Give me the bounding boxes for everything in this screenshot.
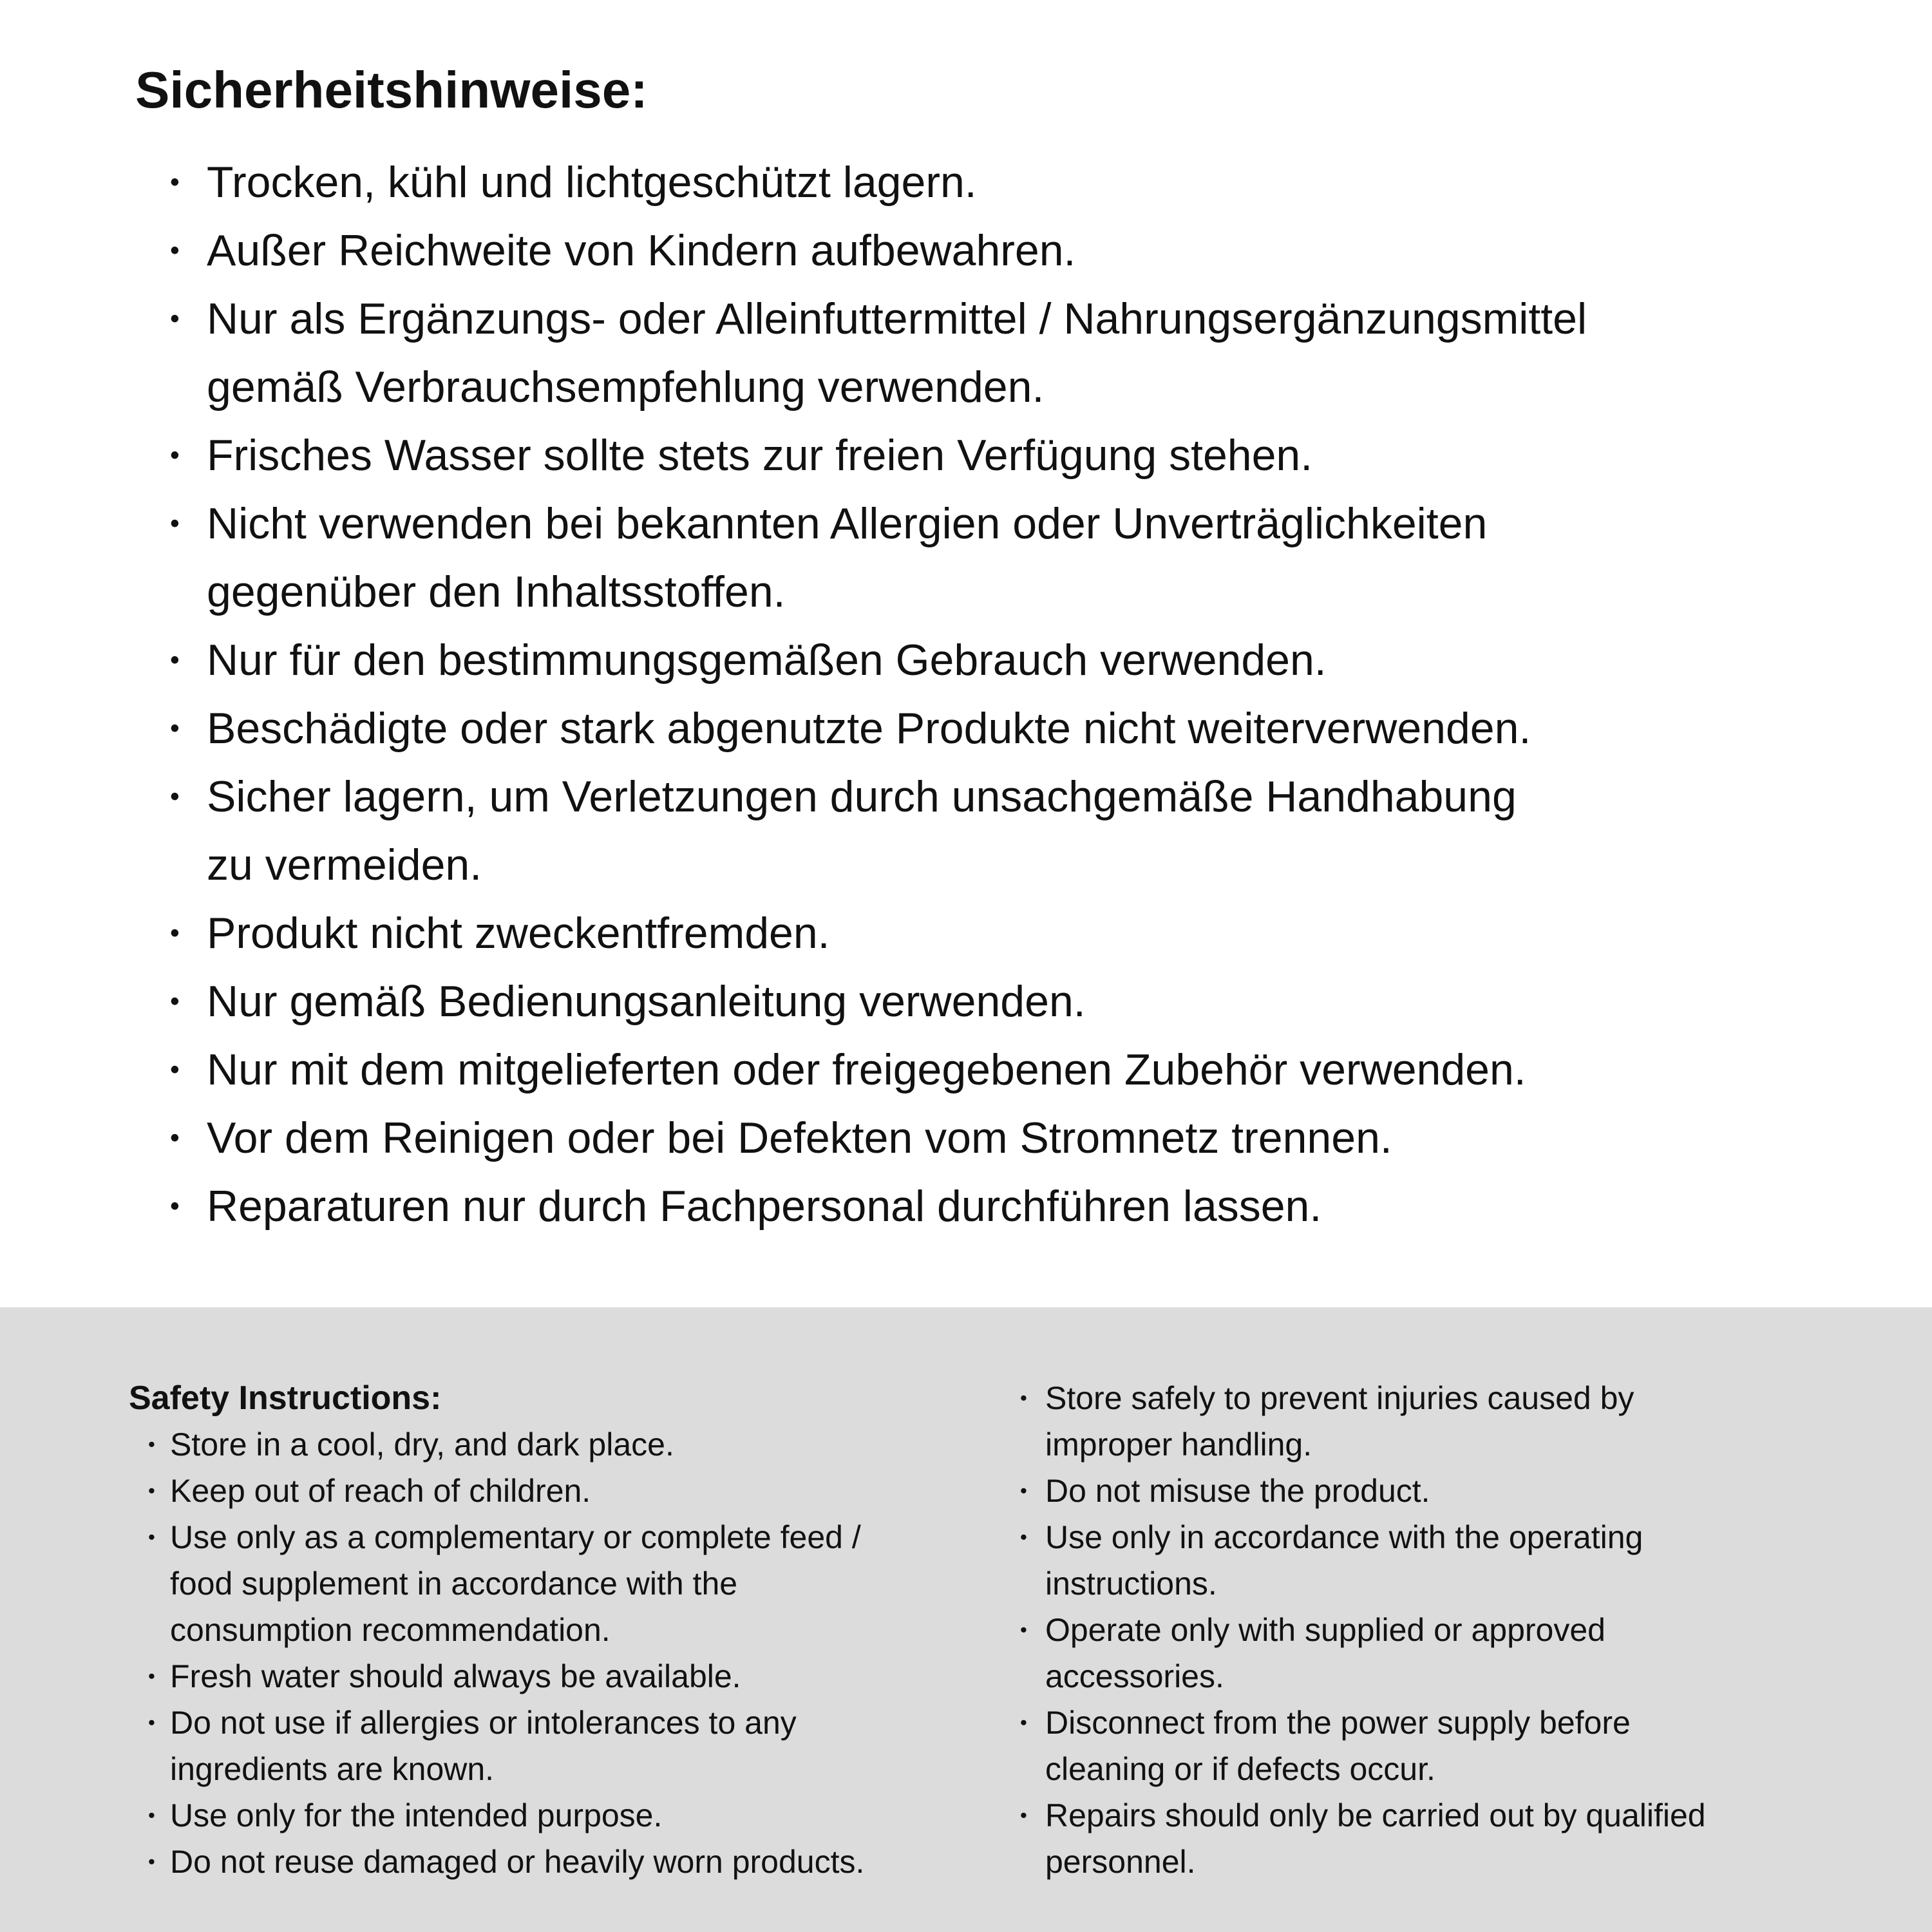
english-left-column — [129, 1375, 985, 1885]
item-text: Vor dem Reinigen oder bei Defekten vom Stromnetz trennen. — [207, 1113, 1392, 1162]
item-text: Nicht verwenden bei bekannten Allergien oder Unverträglichkeiten gegenüber den Inhaltsstoffen. — [207, 499, 1488, 616]
item-text: Use only for the intended purpose. — [170, 1797, 663, 1833]
bullet-icon: • — [170, 1122, 180, 1153]
item-text: Use only in accordance with the operating instructions. — [1045, 1519, 1643, 1602]
item-text: Nur gemäß Bedienungsanleitung verwenden. — [207, 977, 1086, 1026]
item-text: Repairs should only be carried out by qualified personnel. — [1045, 1797, 1706, 1880]
item-text: Frisches Wasser sollte stets zur freien Verfügung stehen. — [207, 431, 1313, 480]
list-item — [170, 1172, 1893, 1240]
bullet-icon: • — [170, 1191, 180, 1221]
bullet-icon: • — [1020, 1479, 1027, 1502]
bullet-icon: • — [170, 235, 180, 265]
item-text: Sicher lagern, um Verletzungen durch unsachgemäße Handhabung zu vermeiden. — [207, 772, 1517, 889]
list-item — [170, 626, 1893, 694]
bullet-icon: • — [148, 1665, 155, 1687]
item-text: Trocken, kühl und lichtgeschützt lagern. — [207, 158, 977, 207]
item-text: Nur mit dem mitgelieferten oder freigegebenen Zubehör verwenden. — [207, 1045, 1526, 1094]
list-item — [170, 1036, 1893, 1104]
bullet-icon: • — [1020, 1711, 1027, 1734]
english-right-column — [1020, 1375, 1706, 1885]
item-text: Keep out of reach of children. — [170, 1473, 591, 1509]
list-item — [148, 1468, 985, 1514]
bullet-icon: • — [170, 440, 180, 470]
bullet-icon: • — [148, 1711, 155, 1734]
item-text: Store safely to prevent injuries caused by improper handling. — [1045, 1380, 1634, 1463]
bullet-icon: • — [1020, 1526, 1027, 1548]
bullet-icon: • — [170, 508, 180, 538]
list-item — [148, 1653, 985, 1700]
list-item — [170, 967, 1893, 1036]
list-item — [170, 694, 1893, 762]
item-text: Store in a cool, dry, and dark place. — [170, 1426, 674, 1463]
bullet-icon: • — [1020, 1618, 1027, 1641]
list-item — [1020, 1700, 1706, 1792]
item-text: Fresh water should always be available. — [170, 1658, 741, 1694]
item-text: Produkt nicht zweckentfremden. — [207, 909, 830, 958]
item-text: Use only as a complementary or complete feed / food supplement in accordance with the consumption recommendation. — [170, 1519, 861, 1648]
item-text: Beschädigte oder stark abgenutzte Produkte nicht weiterverwenden. — [207, 704, 1531, 753]
list-item — [1020, 1607, 1706, 1700]
english-safety-panel — [0, 1307, 1932, 1932]
bullet-icon: • — [1020, 1804, 1027, 1826]
list-item — [148, 1839, 985, 1885]
bullet-icon: • — [148, 1479, 155, 1502]
bullet-icon: • — [148, 1850, 155, 1873]
bullet-icon: • — [170, 303, 180, 334]
list-item — [148, 1514, 985, 1653]
list-item — [1020, 1468, 1706, 1514]
english-heading: Safety Instructions: — [129, 1379, 442, 1417]
item-text: Do not use if allergies or intolerances to any ingredients are known. — [170, 1705, 797, 1787]
list-item — [170, 285, 1893, 421]
list-item — [170, 216, 1893, 285]
list-item — [1020, 1792, 1706, 1885]
german-bullet-list — [170, 148, 1893, 1240]
bullet-icon: • — [170, 713, 180, 743]
list-item — [148, 1421, 985, 1468]
list-item — [148, 1792, 985, 1839]
item-text: Operate only with supplied or approved accessories. — [1045, 1612, 1605, 1694]
list-item — [170, 1104, 1893, 1172]
item-text: Do not reuse damaged or heavily worn products. — [170, 1844, 865, 1880]
item-text: Nur für den bestimmungsgemäßen Gebrauch verwenden. — [207, 636, 1327, 685]
list-item — [1020, 1514, 1706, 1607]
list-item — [1020, 1375, 1706, 1468]
item-text: Disconnect from the power supply before cleaning or if defects occur. — [1045, 1705, 1631, 1787]
list-item — [170, 899, 1893, 967]
bullet-icon: • — [148, 1433, 155, 1455]
bullet-icon: • — [1020, 1387, 1027, 1409]
item-text: Nur als Ergänzungs- oder Alleinfuttermittel / Nahrungsergänzungsmittel gemäß Verbrauchsempfehlung verwenden. — [207, 294, 1587, 412]
bullet-icon: • — [170, 1054, 180, 1084]
item-text: Reparaturen nur durch Fachpersonal durchführen lassen. — [207, 1182, 1322, 1231]
list-item — [170, 762, 1893, 899]
list-item — [170, 489, 1893, 626]
bullet-icon: • — [170, 645, 180, 675]
item-text: Do not misuse the product. — [1045, 1473, 1430, 1509]
list-item — [170, 148, 1893, 216]
list-item — [170, 421, 1893, 489]
english-left-bullet-list — [148, 1421, 985, 1885]
bullet-icon: • — [170, 167, 180, 197]
bullet-icon: • — [170, 781, 180, 811]
bullet-icon: • — [148, 1526, 155, 1548]
bullet-icon: • — [170, 918, 180, 948]
item-text: Außer Reichweite von Kindern aufbewahren. — [207, 226, 1076, 275]
english-right-bullet-list — [1020, 1375, 1706, 1885]
bullet-icon: • — [170, 986, 180, 1016]
german-heading: Sicherheitshinweise: — [135, 61, 648, 118]
list-item — [148, 1700, 985, 1792]
bullet-icon: • — [148, 1804, 155, 1826]
